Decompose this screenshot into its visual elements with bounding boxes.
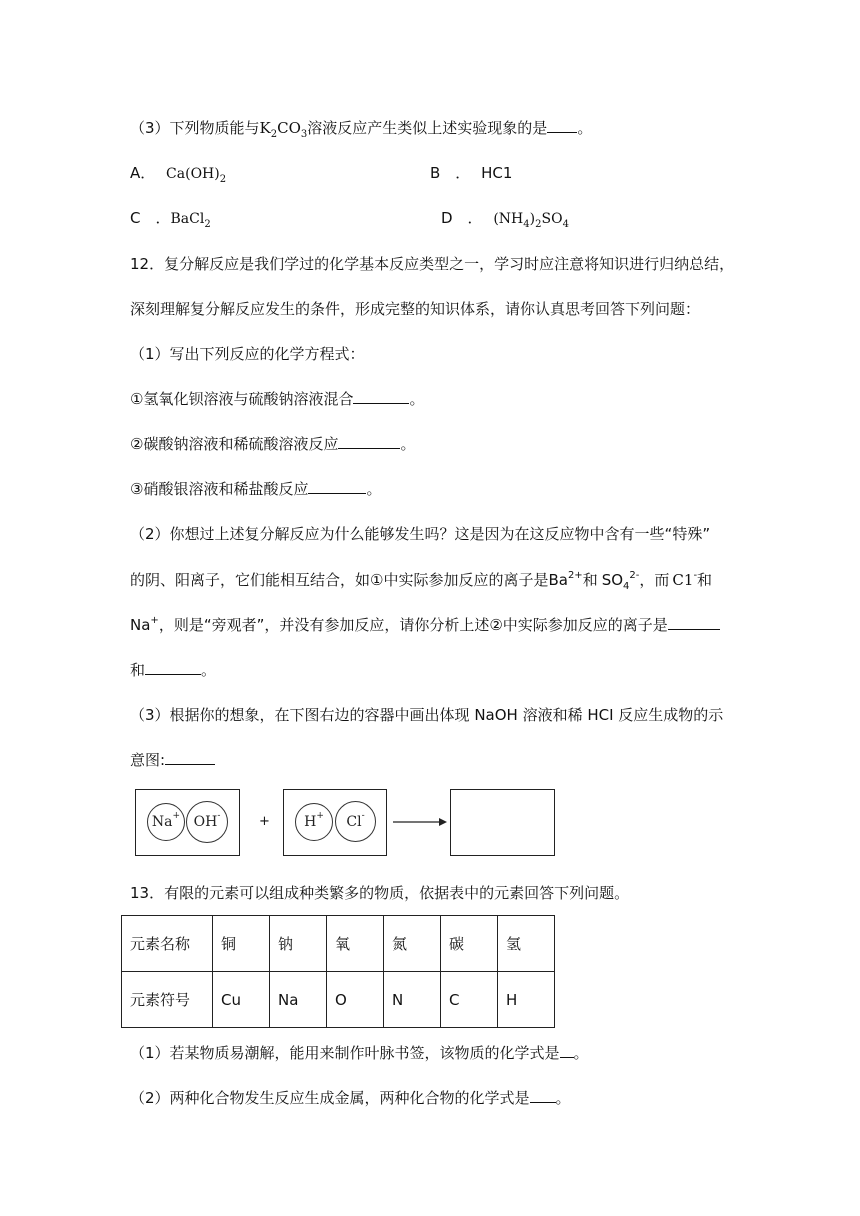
line-text: （2）两种化合物发生反应生成金属，两种化合物的化学式是 xyxy=(130,1089,530,1107)
reaction3-text: ③硝酸银溶液和稀盐酸反应 xyxy=(130,480,309,498)
option-a-label: A． xyxy=(130,164,156,182)
period: 。 xyxy=(400,435,416,453)
option-d-formula xyxy=(493,211,569,230)
formula-part: BaCl xyxy=(170,211,205,227)
answer-blank[interactable] xyxy=(338,434,400,449)
table-cell: Cu xyxy=(213,972,270,1028)
q11-part3-prefix: （3）下列物质能与 xyxy=(130,119,260,137)
q12-part3-line2 xyxy=(130,750,215,770)
formula-part: ) xyxy=(529,211,536,227)
plus-sign: + xyxy=(259,814,270,829)
q13-intro: 13．有限的元素可以组成种类繁多的物质，依据表中的元素回答下列问题。 xyxy=(130,884,630,902)
q12-intro-line2: 深刻理解复分解反应发生的条件，形成完整的知识体系，请你认真思考回答下列问题： xyxy=(130,300,701,318)
table-cell: 元素符号 xyxy=(122,972,213,1028)
line-text: 的阴、阳离子，它们能相互结合，如①中实际参加反应的离子是 xyxy=(130,571,549,589)
answer-blank[interactable] xyxy=(165,750,215,765)
ion-cl: C1 xyxy=(672,571,694,589)
option-b[interactable] xyxy=(430,163,512,183)
table-cell: Na xyxy=(270,972,327,1028)
answer-blank[interactable] xyxy=(530,1088,556,1103)
table-cell: 碳 xyxy=(441,916,498,972)
charge: + xyxy=(172,811,181,821)
element-table xyxy=(121,915,555,1028)
charge: 2+ xyxy=(567,570,583,581)
formula-part: CO xyxy=(277,119,301,137)
period: 。 xyxy=(201,661,217,679)
q13-part1 xyxy=(130,1043,589,1063)
table-cell: N xyxy=(384,972,441,1028)
subscript: 2 xyxy=(204,219,211,230)
arrow-icon xyxy=(393,816,447,828)
ion-symbol: Na xyxy=(151,814,173,830)
line-text: ，而 xyxy=(639,571,670,589)
q12-part3-line1: （3）根据你的想象，在下图右边的容器中画出体现 NaOH 溶液和稀 HCI 反应生成物的示 xyxy=(130,706,724,724)
na-ion-circle xyxy=(147,803,185,841)
subscript: 4 xyxy=(523,219,530,230)
answer-blank[interactable] xyxy=(353,389,409,404)
option-d-label: D ． xyxy=(441,209,483,227)
q11-part3-question xyxy=(130,118,592,141)
k2co3-formula xyxy=(259,119,308,140)
charge: - xyxy=(361,810,365,821)
ion-symbol: OH xyxy=(193,814,218,830)
answer-blank[interactable] xyxy=(145,660,201,675)
q12-reaction2 xyxy=(130,434,415,454)
charge: + xyxy=(150,615,159,626)
q12-part2-line4 xyxy=(130,660,216,680)
subscript: 3 xyxy=(300,129,308,140)
conjunction: 和 xyxy=(130,661,146,679)
reactant-box-hcl xyxy=(283,789,387,856)
q13-part2 xyxy=(130,1088,571,1108)
subscript: 2 xyxy=(219,174,227,185)
reaction1-text: ①氢氧化钡溶液与硫酸钠溶液混合 xyxy=(130,390,354,408)
q12-intro-line1: 12．复分解反应是我们学过的化学基本反应类型之一，学习时应注意将知识进行归纳总结， xyxy=(130,255,735,273)
answer-blank[interactable] xyxy=(308,479,366,494)
option-d[interactable] xyxy=(441,208,569,231)
h-ion-circle xyxy=(295,803,333,841)
option-a[interactable] xyxy=(130,163,226,186)
table-row xyxy=(122,916,555,972)
subscript: 2 xyxy=(535,219,542,230)
line-text: 意图: xyxy=(130,751,166,769)
table-cell: O xyxy=(327,972,384,1028)
line-text: （1）若某物质易潮解，能用来制作叶脉书签，该物质的化学式是 xyxy=(130,1044,560,1062)
table-cell: 铜 xyxy=(213,916,270,972)
formula-part: (NH xyxy=(493,211,524,227)
table-cell: 氮 xyxy=(384,916,441,972)
q12-reaction1 xyxy=(130,389,424,409)
table-cell: H xyxy=(498,972,555,1028)
charge: - xyxy=(217,811,221,821)
charge: + xyxy=(316,811,324,821)
q12-part2-line1: （2）你想过上述复分解反应为什么能够发生吗？这是因为在这反应物中含有一些“特殊” xyxy=(130,525,711,543)
option-c-formula xyxy=(170,211,211,230)
answer-blank[interactable] xyxy=(668,615,720,630)
option-c[interactable] xyxy=(130,208,211,231)
subscript: 4 xyxy=(562,219,569,230)
q12-reaction3 xyxy=(130,479,381,499)
conjunction: 和 xyxy=(697,571,713,589)
period: 。 xyxy=(366,480,382,498)
ion-na: Na xyxy=(130,616,151,634)
q12-part2-line2 xyxy=(130,570,712,593)
q11-part3-suffix: 溶液反应产生类似上述实验现象的是 xyxy=(307,119,548,137)
period: 。 xyxy=(577,119,593,137)
q12-part1: （1）写出下列反应的化学方程式： xyxy=(130,345,365,363)
subscript: 2 xyxy=(270,129,278,140)
option-c-label: C ． xyxy=(130,209,171,227)
line-text: ，则是“旁观者”，并没有参加反应，请你分析上述②中实际参加反应的离子是 xyxy=(158,616,668,634)
product-drawing-box[interactable] xyxy=(450,789,555,856)
charge: 2- xyxy=(629,570,640,581)
subscript: 4 xyxy=(623,581,630,592)
option-a-formula xyxy=(166,166,227,185)
table-cell: 氢 xyxy=(498,916,555,972)
reaction2-text: ②碳酸钠溶液和稀硫酸溶液反应 xyxy=(130,435,339,453)
ion-symbol: Cl xyxy=(346,813,362,830)
period: 。 xyxy=(409,390,425,408)
ion-so4: SO xyxy=(601,571,624,589)
answer-blank[interactable] xyxy=(547,118,577,133)
charge: - xyxy=(693,570,698,581)
formula-part: Ca(OH) xyxy=(166,166,220,182)
formula-part: SO xyxy=(541,211,563,227)
conjunction: 和 xyxy=(582,571,598,589)
formula-part: K xyxy=(259,119,271,137)
table-cell: 元素名称 xyxy=(122,916,213,972)
option-b-label: B ． xyxy=(430,164,471,182)
ion-symbol: H xyxy=(304,814,317,830)
oh-ion-circle xyxy=(186,801,228,843)
table-row xyxy=(122,972,555,1028)
answer-blank[interactable] xyxy=(560,1043,574,1058)
cl-ion-circle xyxy=(335,801,376,842)
period: 。 xyxy=(555,1089,571,1107)
q12-part2-line3 xyxy=(130,615,720,638)
period: 。 xyxy=(573,1044,589,1062)
reactant-box-naoh xyxy=(135,789,240,856)
table-cell: 钠 xyxy=(270,916,327,972)
table-cell: 氧 xyxy=(327,916,384,972)
table-cell: C xyxy=(441,972,498,1028)
ion-ba: Ba xyxy=(548,571,568,589)
option-b-formula: HC1 xyxy=(481,164,513,182)
